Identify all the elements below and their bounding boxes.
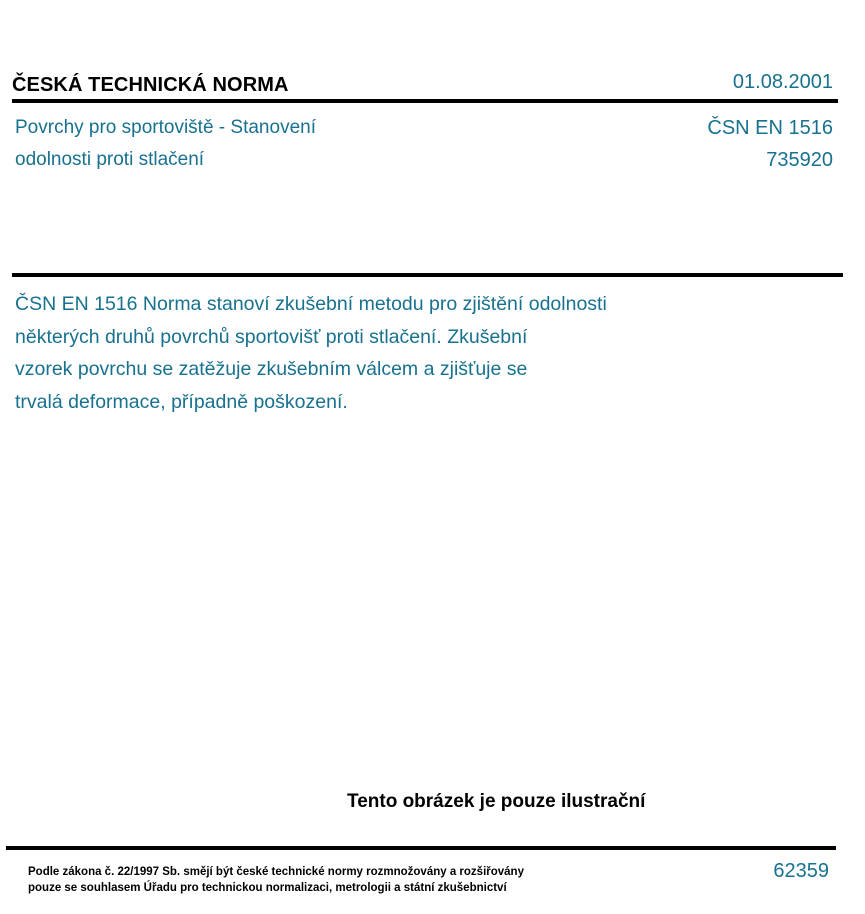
abstract-text: ČSN EN 1516 Norma stanoví zkušební metodu pro zjištění odolnosti některých druhů povrchů sportovišť proti stlačení. Zkušební vzorek povrchu se zatěžuje zkušebním válcem a zjišťuje se trvalá deformace, případně poškození.: [15, 293, 607, 413]
class-number: 735920: [766, 149, 833, 171]
publication-date: 01.08.2001: [732, 71, 833, 93]
copyright-notice: Podle zákona č. 22/1997 Sb. smějí být české technické normy rozmnožovány a rozšiřovány pouze se souhlasem Úřadu pro technickou normalizaci, metrologii a státní zkušebnictví: [28, 866, 524, 894]
top-rule: [12, 99, 838, 103]
standard-code: ČSN EN 1516: [707, 117, 833, 139]
standard-title-line-1: Povrchy pro sportoviště - Stanovení: [15, 117, 316, 138]
document-heading: ČESKÁ TECHNICKÁ NORMA: [12, 74, 289, 96]
document-id: 62359: [773, 860, 829, 882]
footer-rule: [6, 846, 836, 850]
illustration-notice: Tento obrázek je pouze ilustrační: [347, 791, 646, 812]
middle-rule: [12, 273, 843, 277]
standard-title-line-2: odolnosti proti stlačení: [15, 149, 205, 170]
